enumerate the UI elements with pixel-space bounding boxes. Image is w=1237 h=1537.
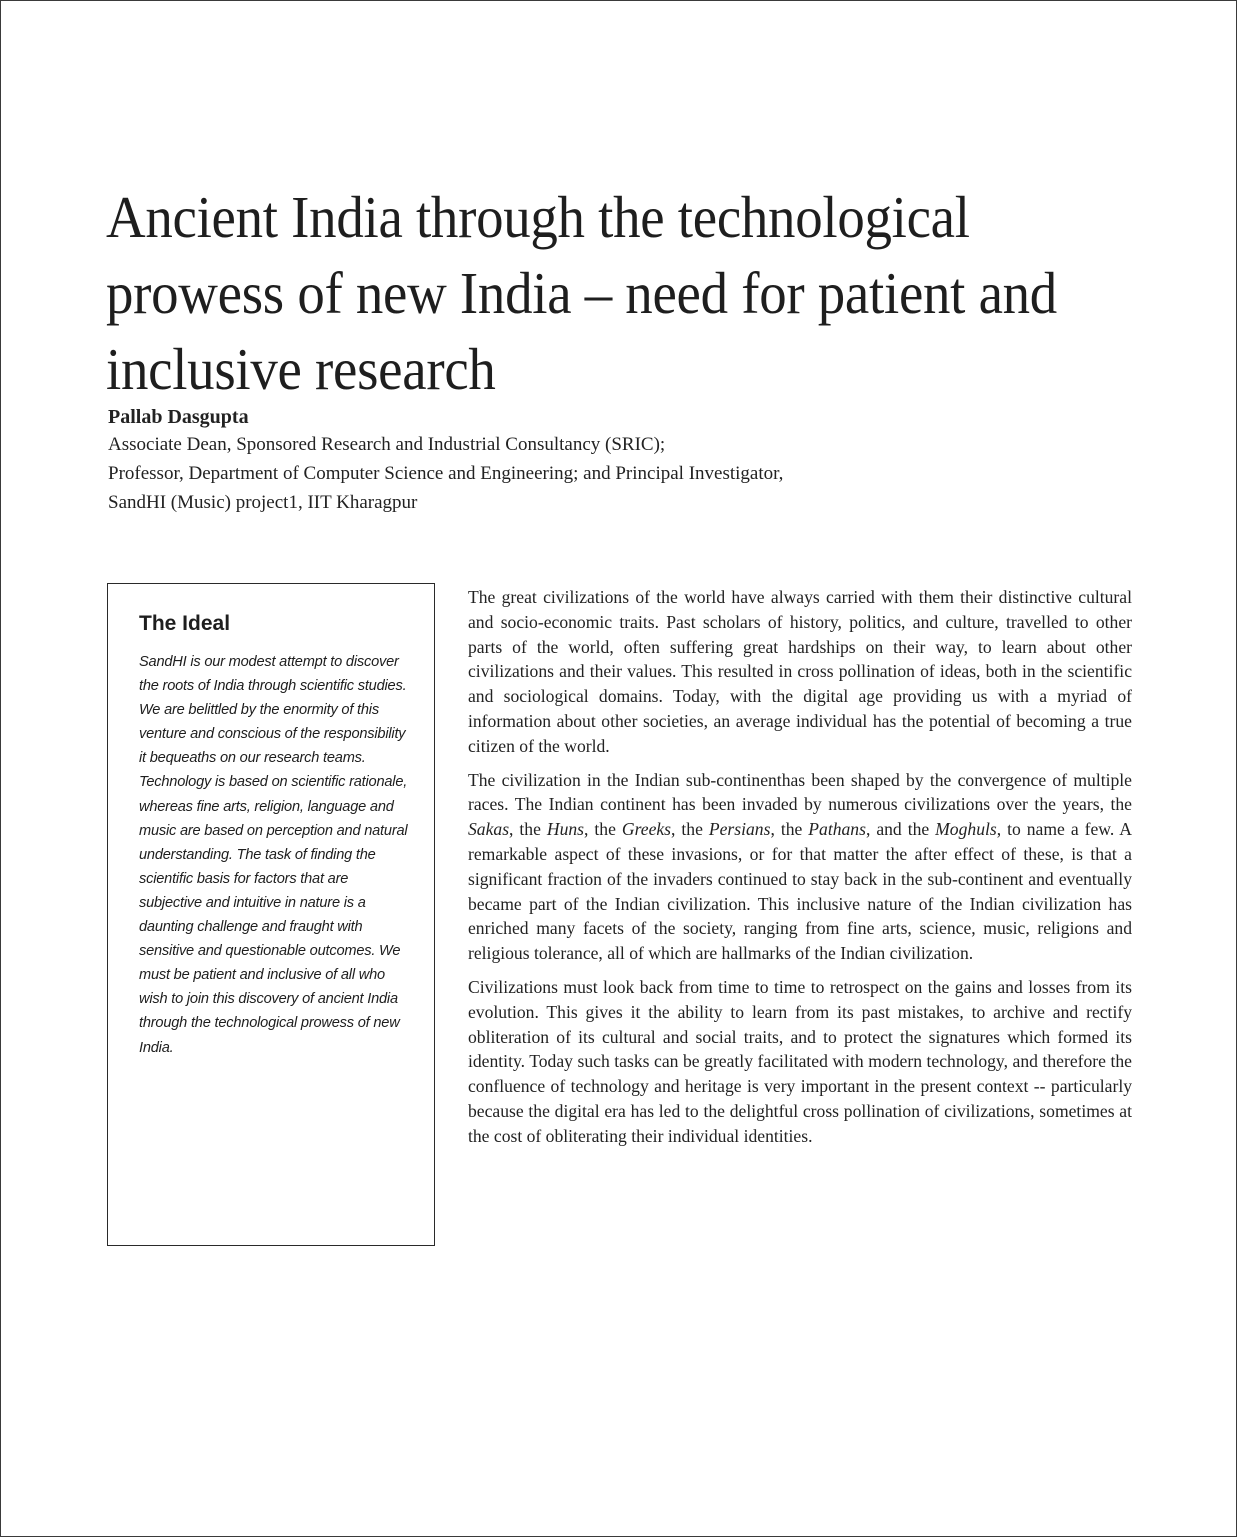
author-name: Pallab Dasgupta	[108, 406, 249, 428]
emphasis-greeks: Greeks	[621, 819, 672, 840]
emphasis-persians: Persians	[708, 819, 771, 840]
body-text-span: , the	[509, 819, 547, 840]
body-text-span: , the	[584, 819, 622, 840]
article-body	[468, 585, 1132, 1158]
sidebar-box-the-ideal	[107, 583, 435, 1246]
emphasis-huns: Huns	[546, 819, 585, 840]
body-paragraph-3: Civilizations must look back from time to time to retrospect on the gains and losses from its evolution. This gives it the ability to learn from its past mistakes, to archive and rectify obliteration of its cultural and social traits, and to protect the signatures which formed its identity. Today such tasks can be greatly facilitated with modern technology, and therefore the confluence of technology and heritage is very important in the present context -- particularly because the digital era has led to the delightful cross pollination of civilizations, sometimes at the cost of obliterating their individual identities.	[468, 976, 1132, 1146]
author-affiliation-line: Associate Dean, Sponsored Research and Industrial Consultancy (SRIC);	[108, 434, 666, 455]
body-paragraph-1: The great civilizations of the world have always carried with them their distinctive cultural and socio-economic traits. Past scholars of history, politics, and culture, travelled to other parts of the world, often suffering great hardships on their way, to learn about other civilizations and their values. This resulted in cross pollination of ideas, both in the scientific and sociological domains. Today, with the digital age providing us with a myriad of information about other societies, an average individual has the potential of becoming a true citizen of the world.	[468, 587, 1132, 756]
sidebar-text: SandHI is our modest attempt to discover the roots of India through scientific studies. We are belittled by the enormity of this venture and conscious of the responsibility it bequeaths on our research teams. Technology is based on scientific rationale, whereas fine arts, religion, language and music are based on perception and natural understanding. The task of finding the scientific basis for factors that are subjective and intuitive in nature is a daunting challenge and fraught with sensitive and questionable outcomes. We must be patient and inclusive of all who wish to join this discovery of ancient India through the technological prowess of new India.	[139, 654, 408, 1056]
body-text-span: The civilization in the Indian sub-continenthas been shaped by the convergence of multiple races. The Indian continent has been invaded by numerous civilizations over the years, the	[468, 769, 1132, 815]
author-affiliation-line: SandHI (Music) project1, IIT Kharagpur	[108, 492, 418, 513]
author-block	[108, 404, 1008, 517]
body-text-span: , the	[770, 819, 809, 840]
sidebar-heading: The Ideal	[139, 612, 231, 635]
body-text-span: , and the	[865, 819, 936, 840]
emphasis-pathans: Pathans	[808, 819, 866, 840]
body-text-span: , to name a few. A remarkable aspect of these invasions, or for that matter the after effect of these, is that a significant fraction of the invaders continued to stay back in the sub-continent and eventually became part of the Indian civilization. This inclusive nature of the Indian civilization has enriched many facets of the society, ranging from fine arts, science, music, religions and religious tolerance, all of which are hallmarks of the Indian civilization.	[468, 819, 1132, 964]
author-affiliation-line: Professor, Department of Computer Science and Engineering; and Principal Investigator,	[108, 463, 784, 484]
body-text-span: , the	[671, 819, 709, 840]
emphasis-moghuls: Moghuls	[935, 819, 997, 840]
emphasis-sakas: Sakas	[468, 819, 510, 840]
body-paragraph-2	[468, 768, 1132, 966]
article-title: Ancient India through the technological prowess of new India – need for patient and inclusive research	[106, 184, 1057, 402]
